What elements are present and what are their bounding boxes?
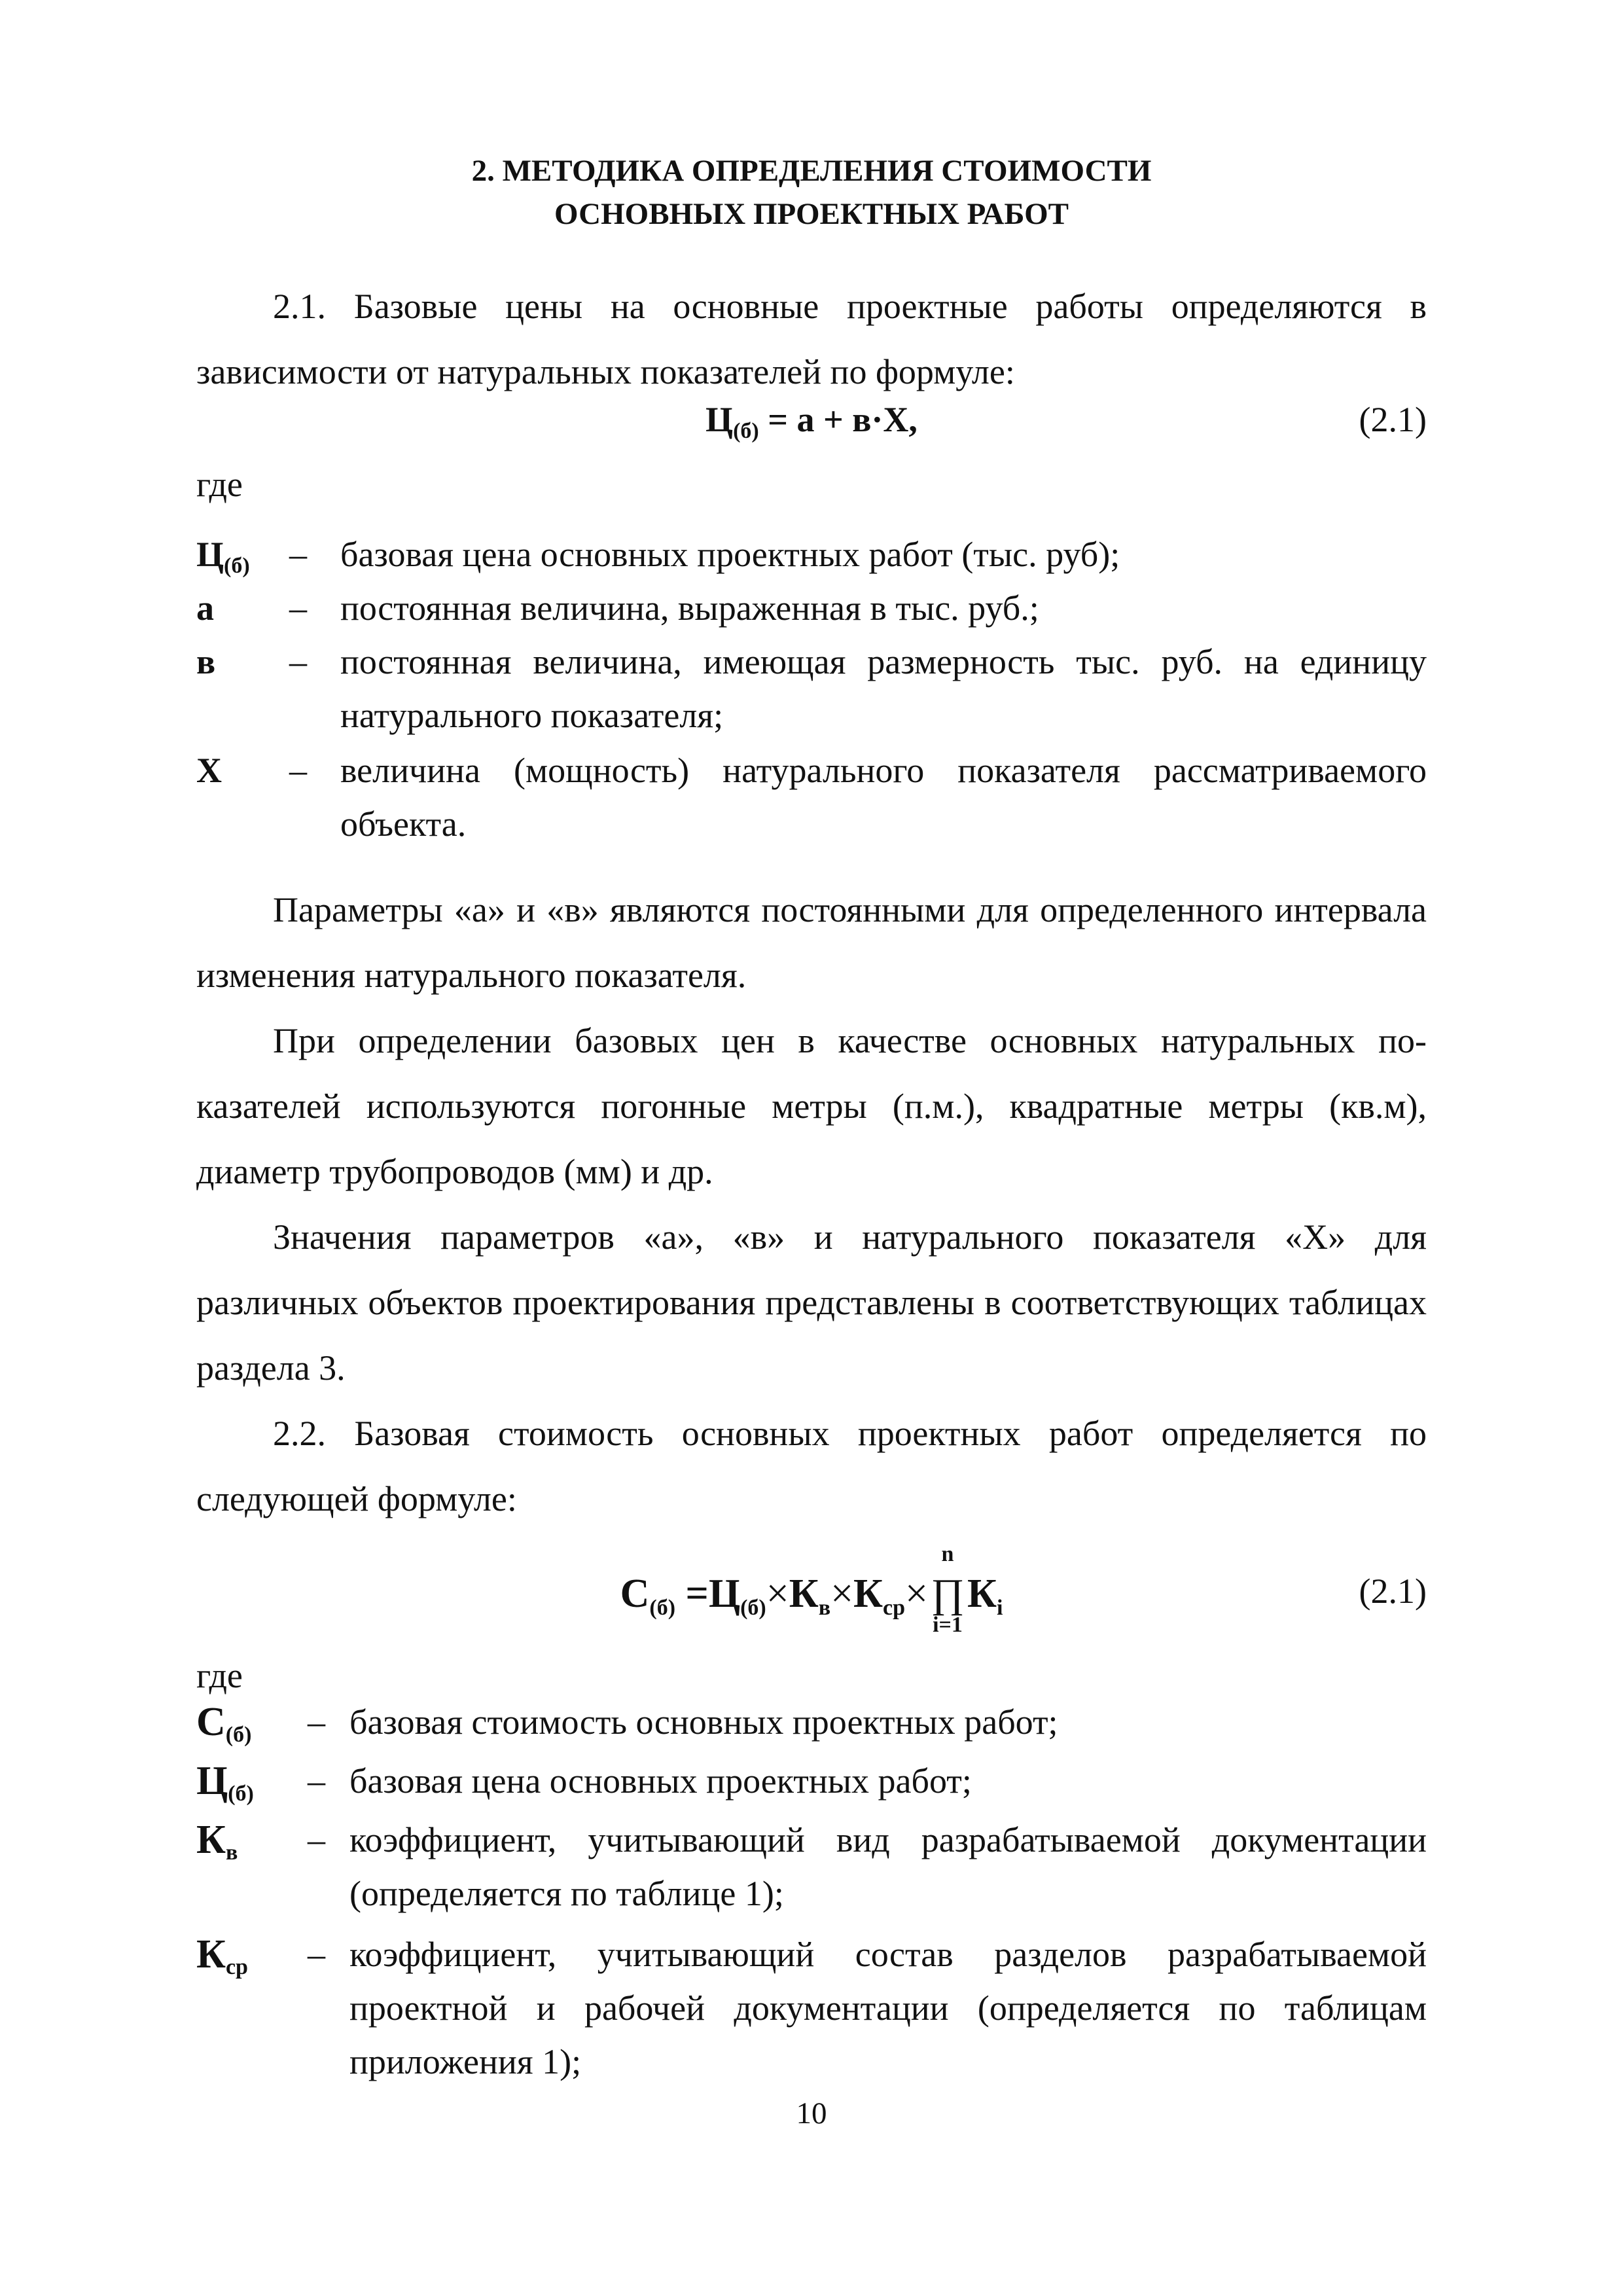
definition-text: базовая цена основных проектных работ; xyxy=(349,1761,972,1801)
formula-2-2-number: (2.1) xyxy=(1359,1571,1427,1611)
definition-text: коэффициент, учитывающий состав разделов разрабатываемой проектной и рабочей документации (определяется по таблицам приложения 1); xyxy=(349,1935,1427,2081)
formula-c-symbol: С xyxy=(620,1571,650,1616)
formula-times: × xyxy=(766,1571,789,1616)
formula-ksr-symbol: К xyxy=(853,1571,883,1616)
definition-symbol: в xyxy=(196,642,216,681)
paragraph-values: Значения параметров «а», «в» и натурального показателя «Х» для различных объектов проектирования представлены в соответствующих таблицах раздела 3. xyxy=(196,1217,1427,1388)
definition-symbol: $Ц_{(б)}$ xyxy=(196,1759,254,1806)
definition-text: базовая цена основных проектных работ (тыс. руб); xyxy=(340,535,1120,574)
definition-symbol: $Ц_{(б)}$ xyxy=(196,535,250,578)
formula-lhs-symbol: Ц xyxy=(705,400,734,439)
product-symbol: ∏ xyxy=(931,1571,965,1616)
definition-text: базовая стоимость основных проектных работ; xyxy=(349,1702,1058,1742)
paragraph-natural-indicators: При определении базовых цен в качестве основных натуральных показателей используются погонные метры (п.м.), квадратные метры (кв.м), диаметр трубопроводов (мм) и др. xyxy=(196,1021,1427,1191)
formula-2-1-body xyxy=(196,399,1427,444)
definition-text: постоянная величина, выраженная в тыс. руб.; xyxy=(340,588,1039,628)
formula-c-subscript: (б) xyxy=(649,1596,676,1620)
definition-row xyxy=(196,1754,1427,1808)
formula-times: × xyxy=(905,1571,928,1616)
definition-dash: – xyxy=(289,535,307,574)
definition-row xyxy=(196,1695,1427,1749)
formula-ki-symbol: К xyxy=(967,1571,997,1616)
definition-dash: – xyxy=(289,751,307,790)
section-title-line-1: 2. МЕТОДИКА ОПРЕДЕЛЕНИЯ СТОИМОСТИ xyxy=(471,154,1152,188)
definition-row xyxy=(196,528,1427,581)
formula-kv-subscript: в xyxy=(818,1596,831,1620)
definition-text: коэффициент, учитывающий вид разрабатываемой документации (определяется по таблице 1); xyxy=(349,1820,1427,1913)
definition-symbol: $К_{ср}$ xyxy=(196,1932,248,1979)
paragraph-parameters: Параметры «а» и «в» являются постоянными для определенного интервала изменения натурального показателя. xyxy=(196,890,1427,995)
formula-2-2-body xyxy=(196,1542,1427,1637)
formula-times: × xyxy=(830,1571,854,1616)
definition-row xyxy=(196,1928,1427,2089)
section-title-line-2: ОСНОВНЫХ ПРОЕКТНЫХ РАБОТ xyxy=(554,197,1069,231)
formula-ksr-subscript: ср xyxy=(883,1596,906,1620)
paragraph-2-1: 2.1. Базовые цены на основные проектные работы определяются в зависимости от натуральных показателей по формуле: xyxy=(196,287,1427,391)
product-lower-limit: i=1 xyxy=(933,1613,963,1637)
formula-equals: = xyxy=(675,1571,709,1616)
definition-dash: – xyxy=(308,1820,325,1859)
definition-symbol: а xyxy=(196,588,214,628)
formula-ts-symbol: Ц xyxy=(708,1571,741,1616)
section-title xyxy=(196,149,1427,236)
definition-row xyxy=(196,744,1427,851)
definition-dash: – xyxy=(308,1702,325,1742)
definition-dash: – xyxy=(289,642,307,681)
definition-text: величина (мощность) натурального показателя рассматриваемого объекта. xyxy=(340,751,1427,844)
formula-ki-subscript: i xyxy=(996,1596,1003,1620)
definition-dash: – xyxy=(289,588,307,628)
definition-row xyxy=(196,1813,1427,1920)
formula-kv-symbol: К xyxy=(789,1571,819,1616)
formula-ts-subscript: (б) xyxy=(740,1596,766,1620)
definition-symbol: $С_{(б)}$ xyxy=(196,1700,252,1747)
paragraph-2-2: 2.2. Базовая стоимость основных проектных работ определяется по следующей формуле: xyxy=(196,1414,1427,1518)
product-operator xyxy=(928,1542,967,1637)
definition-text: постоянная величина, имеющая размерность тыс. руб. на единицу натурального показателя; xyxy=(340,642,1427,735)
formula-2-2 xyxy=(196,1542,1427,1637)
formula-rhs: = а + в·Х, xyxy=(758,400,918,439)
definition-row xyxy=(196,581,1427,635)
definition-dash: – xyxy=(308,1761,325,1801)
where-label-2: где xyxy=(196,1656,243,1695)
page-number: 10 xyxy=(796,2096,827,2130)
definition-dash: – xyxy=(308,1935,325,1974)
definition-symbol: Х xyxy=(196,751,222,790)
definition-symbol: $К_в$ xyxy=(196,1818,238,1865)
formula-lhs-subscript: (б) xyxy=(733,419,759,443)
product-upper-limit: n xyxy=(941,1542,954,1566)
where-label-1: где xyxy=(196,465,243,504)
formula-2-1-number: (2.1) xyxy=(1359,400,1427,439)
definition-row xyxy=(196,635,1427,742)
